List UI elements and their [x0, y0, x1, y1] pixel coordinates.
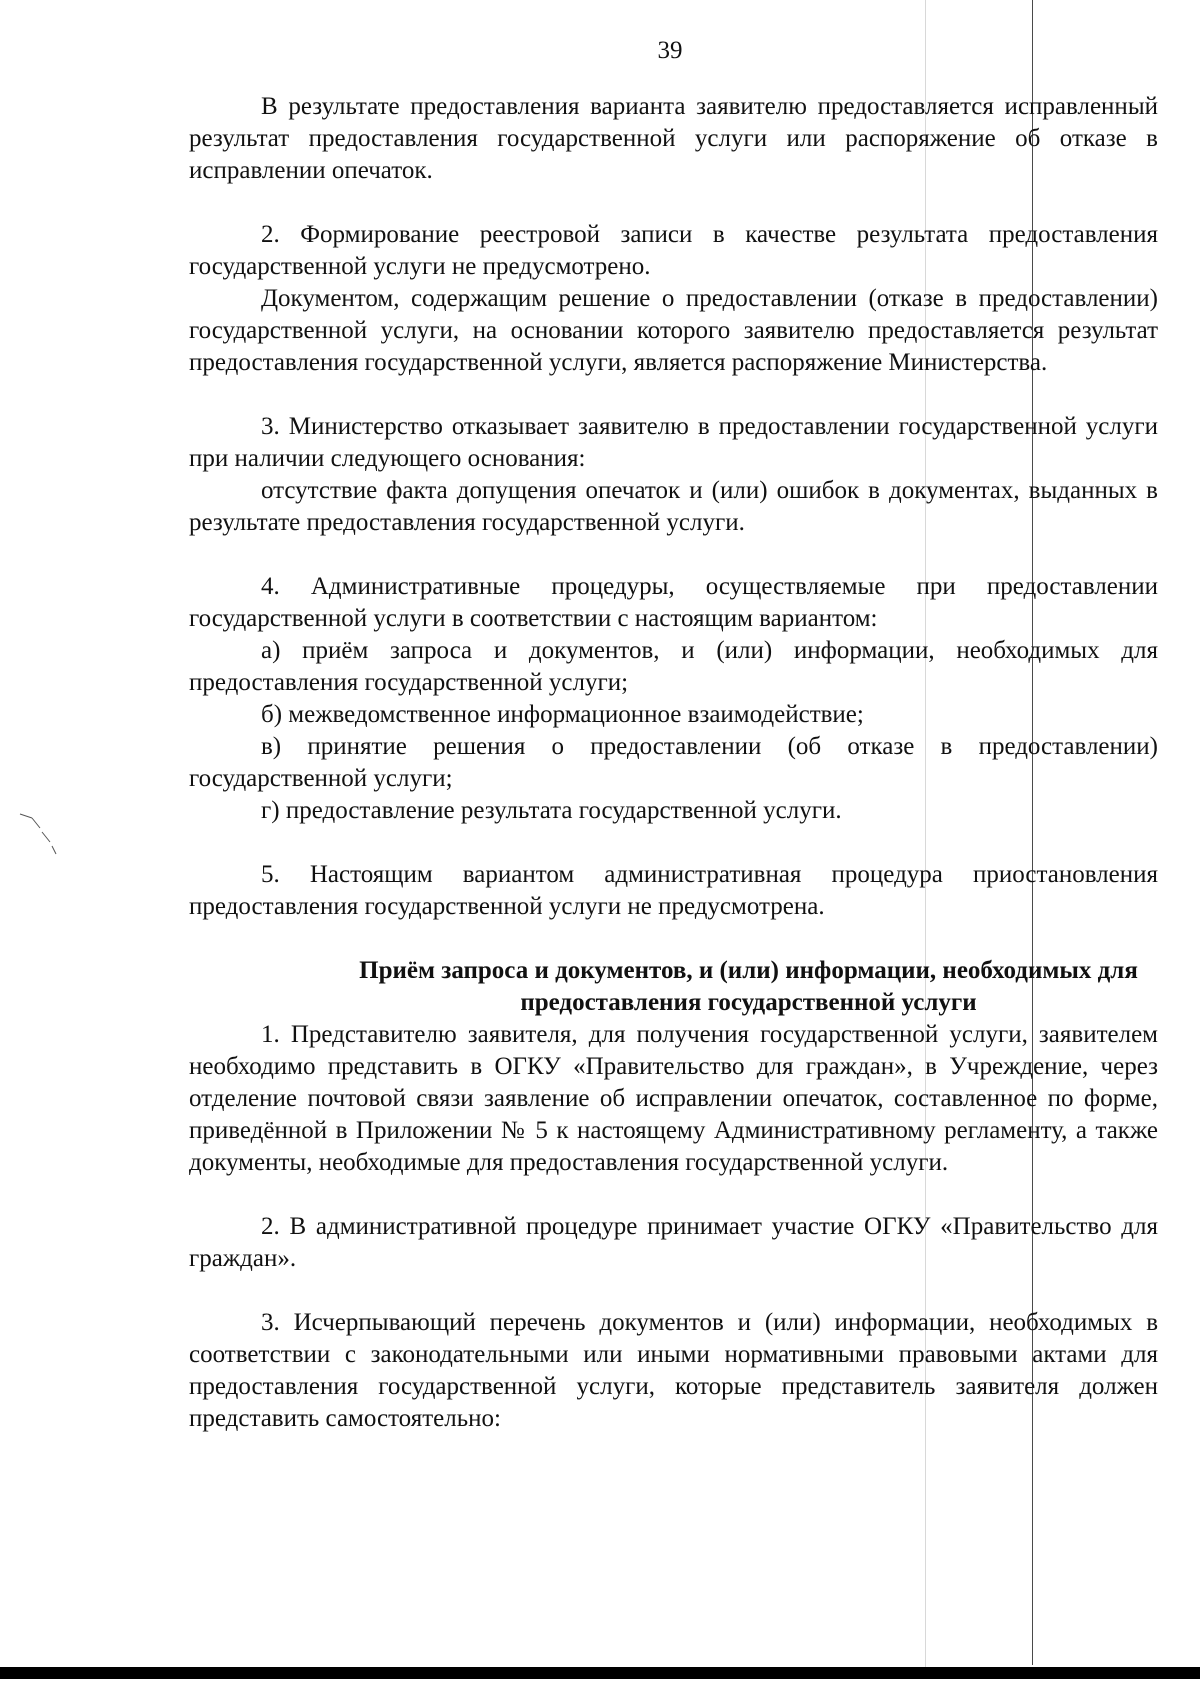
- spacer: [189, 923, 1158, 955]
- list-item-b: б) межведомственное информационное взаимодействие;: [261, 701, 864, 728]
- paragraph-document-list: 3. Исчерпывающий перечень документов и (или) информации, необходимых в соответствии с законодательными или иными нормативными правовыми актами для предоставления государственной услуги, которые представитель заявителя должен представить самостоятельно:: [189, 1309, 1158, 1432]
- spacer: [189, 539, 1158, 571]
- list-item-a: а) приём запроса и документов, и (или) информации, необходимых для предоставления государственной услуги;: [189, 637, 1158, 696]
- document-body: [189, 91, 1158, 1435]
- spacer: [189, 1179, 1158, 1211]
- scan-bottom-edge: [0, 1667, 1200, 1679]
- page-number: 39: [657, 37, 683, 64]
- section-heading-line-1: Приём запроса и документов, и (или) информации, необходимых для: [359, 957, 1138, 984]
- paragraph-result: В результате предоставления варианта заявителю предоставляется исправленный результат предоставления государственной услуги или распоряжение об отказе в исправлении опечаток.: [189, 93, 1158, 184]
- paragraph-procedures: 4. Административные процедуры, осуществляемые при предоставлении государственной услуги в соответствии с настоящим вариантом:: [189, 573, 1158, 632]
- paragraph-registry-record: 2. Формирование реестровой записи в качестве результата предоставления государственной услуги не предусмотрено.: [189, 221, 1158, 280]
- list-item-c: в) принятие решения о предоставлении (об отказе в предоставлении) государственной услуги;: [189, 733, 1158, 792]
- paragraph-participant: 2. В административной процедуре принимает участие ОГКУ «Правительство для граждан».: [189, 1213, 1158, 1272]
- spacer: [189, 1275, 1158, 1307]
- paragraph-submission: 1. Представителю заявителя, для получения государственной услуги, заявителем необходимо представить в ОГКУ «Правительство для граждан», в Учреждение, через отделение почтовой связи заявление об исправлении опечаток, составленное по форме, приведённой в Приложении № 5 к настоящему Административному регламенту, а также документы, необходимые для предоставления государственной услуги.: [189, 1021, 1158, 1176]
- spacer: [189, 827, 1158, 859]
- section-heading-line-2: предоставления государственной услуги: [520, 989, 977, 1016]
- scan-artifact-mark: [18, 808, 78, 868]
- paragraph-refusal-grounds: 3. Министерство отказывает заявителю в предоставлении государственной услуги при наличии следующего основания:: [189, 413, 1158, 472]
- list-item-d: г) предоставление результата государственной услуги.: [261, 797, 842, 824]
- paragraph-suspension: 5. Настоящим вариантом административная процедура приостановления предоставления государственной услуги не предусмотрена.: [189, 861, 1158, 920]
- spacer: [189, 379, 1158, 411]
- paragraph-decision-document: Документом, содержащим решение о предоставлении (отказе в предоставлении) государственной услуги, на основании которого заявителю предоставляется результат предоставления государственной услуги, является распоряжение Министерства.: [189, 285, 1158, 376]
- paragraph-refusal-reason: отсутствие факта допущения опечаток и (или) ошибок в документах, выданных в результате предоставления государственной услуги.: [189, 477, 1158, 536]
- spacer: [189, 187, 1158, 219]
